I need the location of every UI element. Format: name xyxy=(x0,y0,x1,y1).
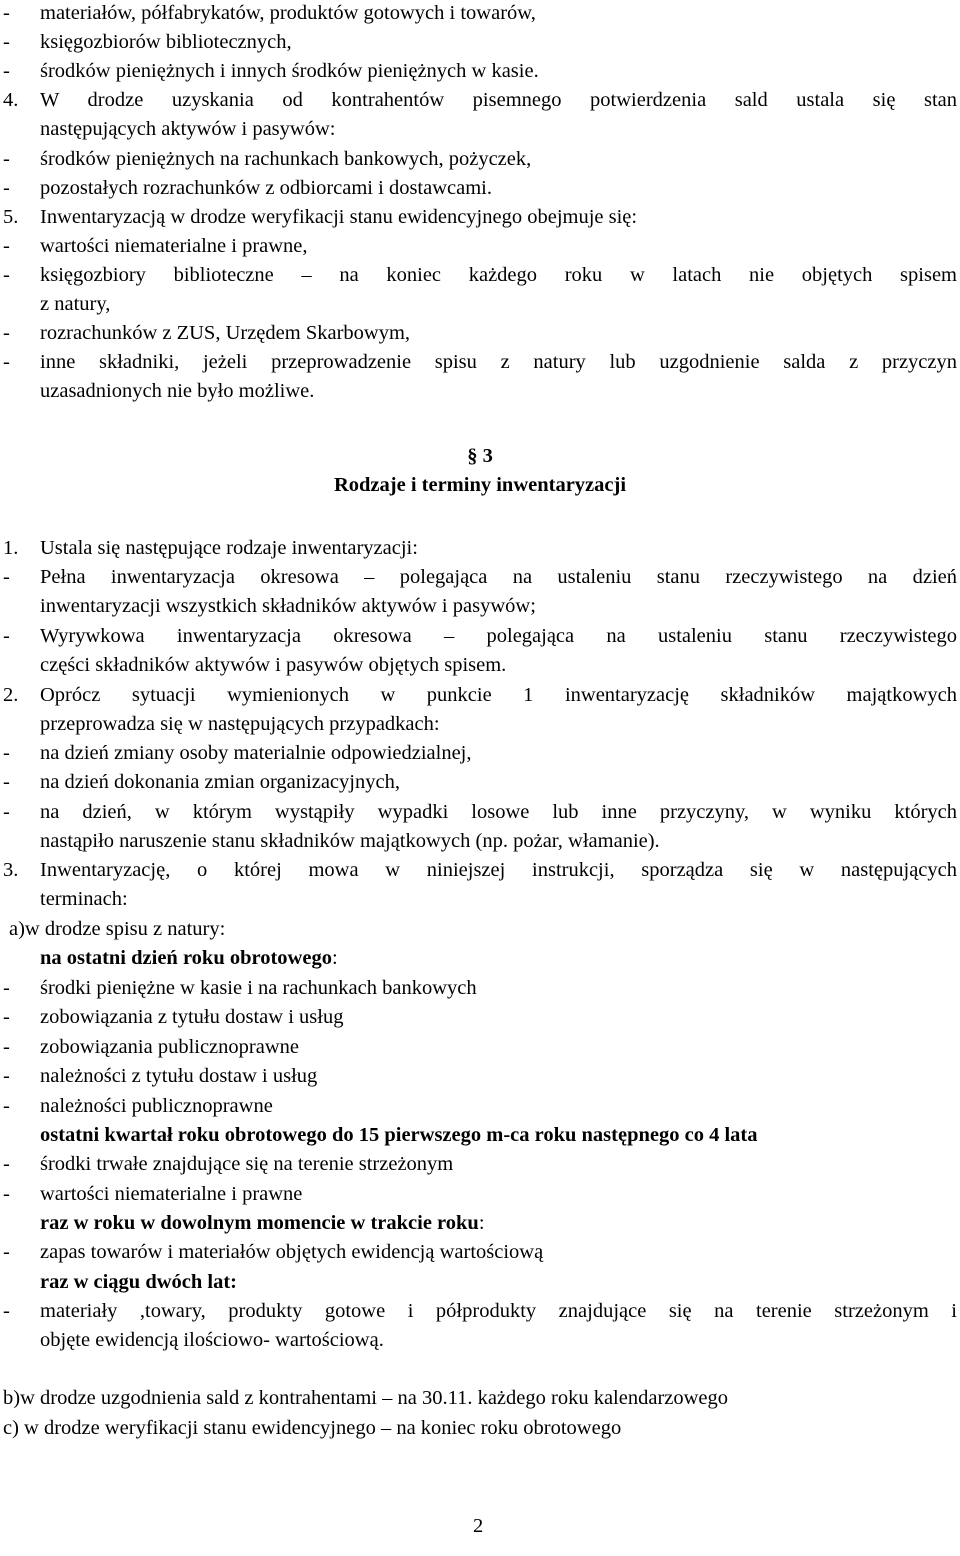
subsection-c-line: c) w drodze weryfikacji stanu ewidencyjnego – na koniec roku obrotowego xyxy=(3,1417,622,1439)
paragraph-text: terminach: xyxy=(40,888,128,910)
subsection-b-line: b)w drodze uzgodnienia sald z kontrahentami – na 30.11. każdego roku kalendarzowego xyxy=(3,1387,729,1409)
paragraph-number: 5. xyxy=(3,206,19,228)
list-item: zobowiązania z tytułu dostaw i usług xyxy=(40,1006,344,1028)
bullet-dash: - xyxy=(3,177,10,199)
list-item: inne składniki, jeżeli przeprowadzenie spisu z natury lub uzgodnienie salda z przyczyn xyxy=(40,352,957,373)
bullet-dash: - xyxy=(3,801,10,823)
subheading: ostatni kwartał roku obrotowego do 15 pierwszego m-ca roku następnego co 4 lata xyxy=(40,1124,758,1146)
list-item: należności publicznoprawne xyxy=(40,1095,273,1117)
bullet-dash: - xyxy=(3,566,10,588)
list-item: środki pieniężne w kasie i na rachunkach bankowych xyxy=(40,977,477,999)
list-item: materiałów, półfabrykatów, produktów gotowych i towarów, xyxy=(40,2,536,24)
bullet-dash: - xyxy=(3,742,10,764)
paragraph-text: przeprowadza się w następujących przypadkach: xyxy=(40,713,440,735)
list-item: należności z tytułu dostaw i usług xyxy=(40,1065,318,1087)
paragraph-number: 4. xyxy=(3,89,19,111)
bullet-dash: - xyxy=(3,2,10,24)
subheading xyxy=(40,1213,485,1234)
list-item: środków pieniężnych na rachunkach bankowych, pożyczek, xyxy=(40,148,532,170)
list-item: środki trwałe znajdujące się na terenie strzeżonym xyxy=(40,1153,454,1175)
list-item: na dzień dokonania zmian organizacyjnych, xyxy=(40,771,400,793)
bullet-dash: - xyxy=(3,625,10,647)
bullet-dash: - xyxy=(3,1153,10,1175)
page-number: 2 xyxy=(473,1515,484,1537)
subheading-text: raz w roku w dowolnym momencie w trakcie roku xyxy=(40,1212,479,1234)
bullet-dash: - xyxy=(3,771,10,793)
section-number: § 3 xyxy=(467,445,493,467)
paragraph-text: Oprócz sytuacji wymienionych w punkcie 1 inwentaryzację składników majątkowych xyxy=(40,685,957,706)
bullet-dash: - xyxy=(3,1300,10,1322)
bullet-dash: - xyxy=(3,60,10,82)
list-item: Wyrywkowa inwentaryzacja okresowa – polegająca na ustaleniu stanu rzeczywistego xyxy=(40,626,957,647)
paragraph-number: 2. xyxy=(3,684,19,706)
paragraph-number: 1. xyxy=(3,537,19,559)
list-item-continuation: z natury, xyxy=(40,293,111,315)
bullet-dash: - xyxy=(3,1006,10,1028)
list-item: zapas towarów i materiałów objętych ewidencją wartościową xyxy=(40,1241,544,1263)
list-item: materiały ,towary, produkty gotowe i półprodukty znajdujące się na terenie strzeżonym i xyxy=(40,1301,957,1322)
list-item-continuation: inwentaryzacji wszystkich składników aktywów i pasywów; xyxy=(40,595,536,617)
list-item: Pełna inwentaryzacja okresowa – polegająca na ustaleniu stanu rzeczywistego na dzień xyxy=(40,567,957,588)
subheading-colon: : xyxy=(478,1212,485,1234)
bullet-dash: - xyxy=(3,31,10,53)
paragraph-text: W drodze uzyskania od kontrahentów pisemnego potwierdzenia sald ustala się stan xyxy=(40,90,957,111)
bullet-dash: - xyxy=(3,977,10,999)
bullet-dash: - xyxy=(3,148,10,170)
paragraph-number: 3. xyxy=(3,859,19,881)
list-item-continuation: objęte ewidencją ilościowo- wartościową. xyxy=(40,1329,384,1351)
bullet-dash: - xyxy=(3,264,10,286)
paragraph-text: następujących aktywów i pasywów: xyxy=(40,118,336,140)
paragraph-text: Ustala się następujące rodzaje inwentaryzacji: xyxy=(40,537,418,559)
subheading-colon: : xyxy=(331,947,338,969)
bullet-dash: - xyxy=(3,1036,10,1058)
list-item: środków pieniężnych i innych środków pieniężnych w kasie. xyxy=(40,60,539,82)
list-item: rozrachunków z ZUS, Urzędem Skarbowym, xyxy=(40,322,411,344)
paragraph-text: Inwentaryzację, o której mowa w niniejszej instrukcji, sporządza się w następujących xyxy=(40,860,957,881)
subheading: raz w ciągu dwóch lat: xyxy=(40,1271,238,1293)
list-item: zobowiązania publicznoprawne xyxy=(40,1036,299,1058)
list-item: wartości niematerialne i prawne xyxy=(40,1183,303,1205)
list-item-continuation: uzasadnionych nie było możliwe. xyxy=(40,380,315,402)
list-item: pozostałych rozrachunków z odbiorcami i dostawcami. xyxy=(40,177,492,199)
list-item-continuation: części składników aktywów i pasywów objętych spisem. xyxy=(40,654,507,676)
subheading-text: na ostatni dzień roku obrotowego xyxy=(40,947,332,969)
bullet-dash: - xyxy=(3,1183,10,1205)
subsection-a-label: a)w drodze spisu z natury: xyxy=(9,918,226,940)
list-item: księgozbiorów bibliotecznych, xyxy=(40,31,292,53)
bullet-dash: - xyxy=(3,1241,10,1263)
bullet-dash: - xyxy=(3,322,10,344)
subheading xyxy=(40,948,338,969)
section-title: Rodzaje i terminy inwentaryzacji xyxy=(333,474,627,496)
list-item-continuation: nastąpiło naruszenie stanu składników majątkowych (np. pożar, włamanie). xyxy=(40,830,660,852)
list-item: księgozbiory biblioteczne – na koniec każdego roku w latach nie objętych spisem xyxy=(40,265,957,286)
list-item: na dzień zmiany osoby materialnie odpowiedzialnej, xyxy=(40,742,472,764)
bullet-dash: - xyxy=(3,235,10,257)
list-item: na dzień, w którym wystąpiły wypadki losowe lub inne przyczyny, w wyniku których xyxy=(40,802,957,823)
bullet-dash: - xyxy=(3,1095,10,1117)
bullet-dash: - xyxy=(3,1065,10,1087)
list-item: wartości niematerialne i prawne, xyxy=(40,235,308,257)
paragraph-text: Inwentaryzacją w drodze weryfikacji stanu ewidencyjnego obejmuje się: xyxy=(40,206,638,228)
bullet-dash: - xyxy=(3,351,10,373)
